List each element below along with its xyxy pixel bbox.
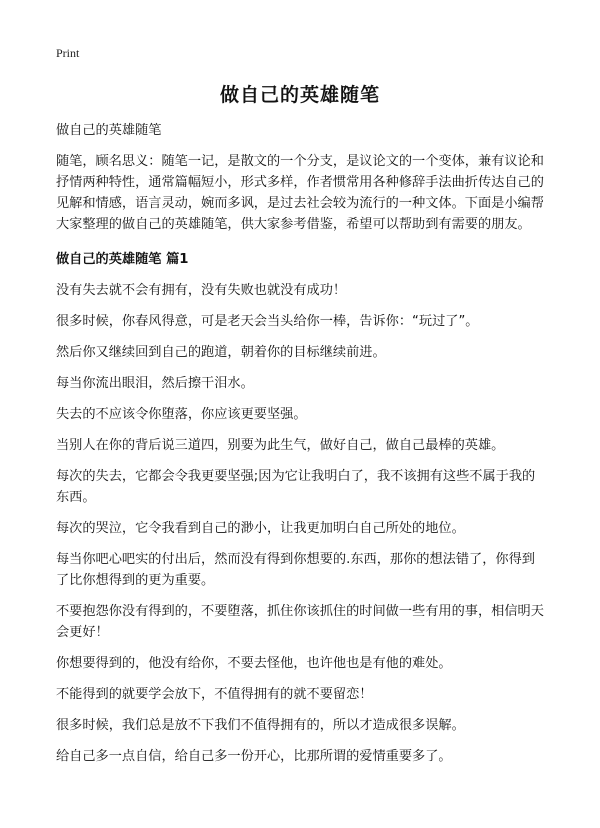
section-heading: 做自己的英雄随笔 篇1: [56, 252, 189, 267]
body-paragraph: 不要抱怨你没有得到的，不要堕落，抓住你该抓住的时间做一些有用的事，相信明天会更好！: [56, 604, 544, 640]
body-paragraph: 当别人在你的背后说三道四，别要为此生气，做好自己，做自己最棒的英雄。: [56, 438, 505, 453]
document-title: 做自己的英雄随笔: [219, 84, 380, 106]
body-paragraph: 给自己多一点自信，给自己多一份开心，比那所谓的爱情重要多了。: [56, 749, 452, 764]
body-paragraph: 每当你流出眼泪，然后擦干泪水。: [56, 376, 254, 391]
body-paragraph: 每当你吧心吧实的付出后，然而没有得到你想要的.东西，那你的想法错了，你得到了比你想得到的更为重要。: [56, 552, 535, 588]
document-subtitle: 做自己的英雄随笔: [56, 123, 162, 138]
body-paragraph: 不能得到的就要学会放下，不值得拥有的就不要留恋！: [56, 687, 373, 702]
body-paragraph: 每次的失去，它都会令我更要坚强;因为它让我明白了，我不该拥有这些不属于我的东西。: [56, 469, 536, 505]
body-paragraph: 没有失去就不会有拥有，没有失败也就没有成功！: [56, 283, 347, 298]
body-paragraph: 每次的哭泣，它令我看到自己的渺小，让我更加明白自己所处的地位。: [56, 521, 465, 536]
intro-paragraph: 随笔，顾名思义：随笔一记，是散文的一个分支，是议论文的一个变体，兼有议论和抒情两种特性，通常篇幅短小，形式多样，作者惯常用各种修辞手法曲折传达自己的见解和情感，语言灵动，婉而多讽，是过去社会较为流行的一种文体。下面是小编帮大家整理的做自己的英雄随笔，供大家参考借鉴，希望可以帮助到有需要的朋友。: [56, 154, 544, 232]
body-paragraph: 很多时候，你春风得意，可是老天会当头给你一棒，告诉你：“玩过了”。: [56, 314, 479, 329]
document-body: [56, 120, 548, 777]
body-paragraph: 失去的不应该令你堕落，你应该更要坚强。: [56, 407, 307, 422]
print-label: Print: [56, 46, 80, 60]
body-paragraph: 很多时候，我们总是放不下我们不值得拥有的，所以才造成很多误解。: [56, 718, 465, 733]
body-paragraph: 你想要得到的，他没有给你，不要去怪他，也许他也是有他的难处。: [56, 656, 452, 671]
body-paragraph: 然后你又继续回到自己的跑道，朝着你的目标继续前进。: [56, 345, 386, 360]
